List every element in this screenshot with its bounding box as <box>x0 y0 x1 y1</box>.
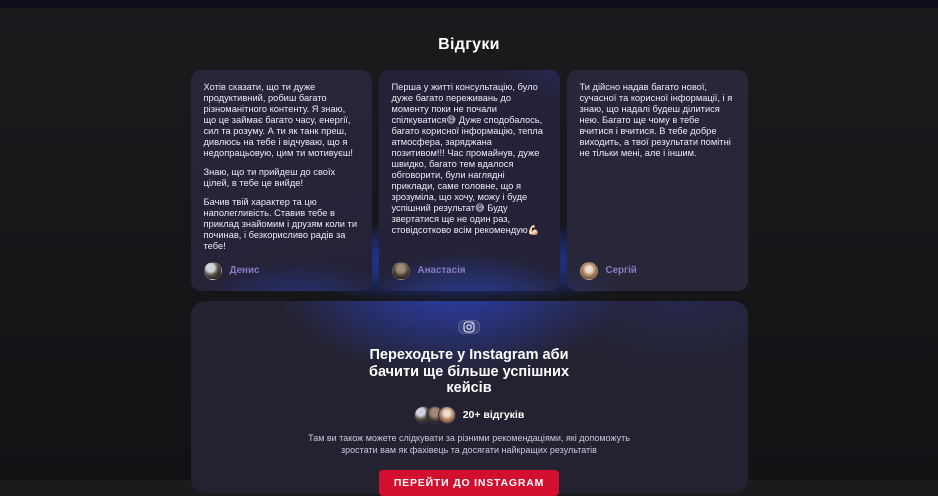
testimonial-author <box>392 252 547 280</box>
section-title: Відгуки <box>438 36 500 53</box>
author-name: Анастасія <box>417 264 466 276</box>
instagram-cta-section <box>191 301 748 493</box>
instagram-glyph <box>463 321 475 333</box>
testimonial-card <box>567 70 748 291</box>
testimonial-text: Ти дійсно надав багато нової, сучасної та корисної інформації, і я знаю, що надалі будеш ділитися нею. Багато ще чому в тебе вчитися і вчитися. В тебе добре виходить, а твої результати помітні не тільки мені, але і іншим. <box>579 82 733 158</box>
cta-description: Там ви також можете слідкувати за різними рекомендаціями, які допоможуть зростати вам як фахівець та досягати найкращих результатів <box>308 433 630 456</box>
author-name: Денис <box>229 264 260 276</box>
previous-section-edge <box>0 0 938 8</box>
reviews-section <box>191 36 748 493</box>
go-to-instagram-button[interactable]: ПЕРЕЙТИ ДО INSTAGRAM <box>379 470 559 496</box>
reviewers-avatars <box>414 406 456 424</box>
avatar <box>204 262 222 280</box>
testimonial-text: Хотів сказати, що ти дуже продуктивний, робиш багато різноманітного контенту. Я знаю, що це займає багато часу, енергії, сил та розуму. А ти як танк преш, дивлюсь на тебе і відчуваю, що я недопрацьовую, цим ти мотивуєш! <box>203 82 353 158</box>
author-name: Сергій <box>605 264 637 276</box>
testimonial-author <box>204 252 359 280</box>
social-proof <box>414 406 525 424</box>
testimonial-text: Бачив твій характер та цю наполегливість. Ставив тебе в приклад знайомим і друзям коли ти починав, і безкорисливо радів за тебе! <box>203 196 358 251</box>
avatar <box>392 262 410 280</box>
avatar <box>580 262 598 280</box>
testimonial-card <box>379 70 560 291</box>
reviews-count: 20+ відгуків <box>462 409 525 422</box>
cta-heading: Переходьте у Instagram аби бачити ще більше успішних кейсів <box>368 346 570 397</box>
testimonial-text: Перша у житті консультацію, було дуже багато переживань до моменту поки не почали спілкуватися😅 Дуже сподобалось, багато корисної інформацію, тепла атмосфера, заряджана позитивом!!! Час промайнув, дуже швидко, багато тем вдалося обговорити, були наглядні приклади, саме головне, що я зрозуміла, що хочу, можу і буде успішний результат😅 Буду звертатися ще не один раз, стовідсотково всім рекомендую💪🏻 <box>391 82 543 235</box>
testimonial-text: Знаю, що ти прийдеш до своїх цілей, в тебе це вийде! <box>203 166 336 188</box>
testimonial-cards-row <box>191 70 748 291</box>
instagram-icon[interactable] <box>458 320 480 334</box>
testimonial-author <box>580 252 735 280</box>
testimonial-card <box>191 70 372 291</box>
avatar <box>438 406 456 424</box>
